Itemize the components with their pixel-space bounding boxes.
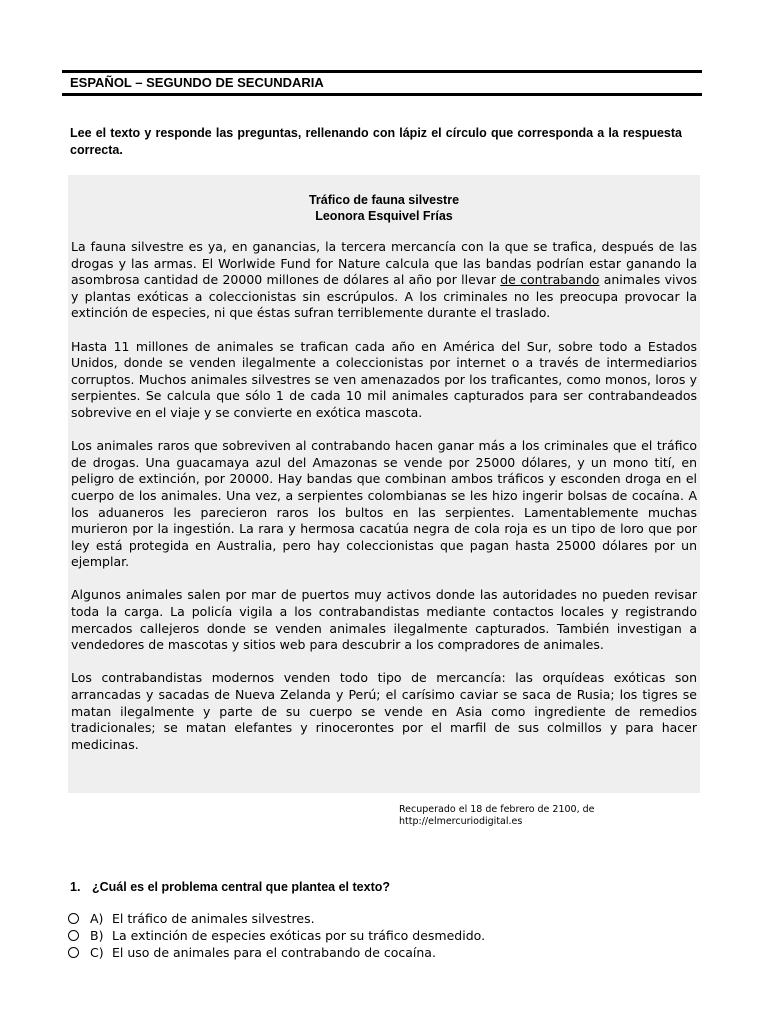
article-body (71, 239, 697, 770)
paragraph-2: Hasta 11 millones de animales se trafican cada año en América del Sur, sobre todo a Estados Unidos, donde se venden ilegalmente a coleccionistas por internet o a través de intermediarios corruptos. Muchos animales silvestres se ven amenazados por los traficantes, como monos, loros y serpientes. Se calcula que sólo 1 de cada 10 mil animales capturados para ser contrabandeados sobrevive en el viaje y se convierte en exótica mascota. (71, 338, 697, 420)
option-text: El uso de animales para el contrabando de cocaína. (112, 945, 436, 960)
article-heading (68, 192, 700, 224)
question-number: 1. (70, 880, 81, 894)
option-b[interactable] (68, 927, 485, 944)
radio-circle-icon[interactable] (68, 947, 79, 958)
instructions: Lee el texto y responde las preguntas, rellenando con lápiz el círculo que corresponda a la respuesta correcta. (70, 126, 682, 157)
paragraph-4: Algunos animales salen por mar de puertos muy activos donde las autoridades no pueden revisar toda la carga. La policía vigila a los contrabandistas mediante contactos locales y registrando mercados callejeros donde se venden animales ilegalmente capturados. También investigan a vendedores de mascotas y sitios web para descubrir a los compradores de animales. (71, 587, 697, 653)
option-c[interactable] (68, 944, 485, 961)
option-a[interactable] (68, 910, 485, 927)
option-letter: B) (90, 928, 104, 943)
radio-circle-icon[interactable] (68, 913, 79, 924)
source-citation (399, 804, 699, 828)
option-text: El tráfico de animales silvestres. (112, 911, 315, 926)
paragraph-5: Los contrabandistas modernos venden todo tipo de mercancía: las orquídeas exóticas son arrancadas y sacadas de Nueva Zelanda y Perú; el carísimo caviar se saca de Rusia; los tigres se matan ilegalmente y parte de su cuerpo se vende en Asia como ingrediente de remedios tradicionales; se matan elefantes y rinocerontes por el marfil de sus colmillos y para hacer medicinas. (71, 670, 697, 752)
article-title: Tráfico de fauna silvestre (308, 193, 460, 207)
source-url: http://elmercuriodigital.es (399, 816, 523, 827)
answer-options (68, 910, 485, 961)
option-letter: A) (90, 911, 104, 926)
paragraph-3: Los animales raros que sobreviven al contrabando hacen ganar más a los criminales que el tráfico de drogas. Una guacamaya azul del Amazonas se vende por 25000 dólares, y un mono tití, en peligro de extinción, por 20000. Hay bandas que combinan ambos tráficos y esconden droga en el cuerpo de los animales. Una vez, a serpientes colombianas se les hizo ingerir bolsas de cocaína. A los aduaneros les parecieron raros los bultos en las serpientes. Lamentablemente muchas murieron por la ingestión. La rara y hermosa cacatúa negra de cola roja es un tipo de loro que por ley está protegida en Australia, pero hay coleccionistas que pagan hasta 25000 dólares por un ejemplar. (71, 438, 697, 570)
radio-circle-icon[interactable] (68, 930, 79, 941)
source-line-1: Recuperado el 18 de febrero de 2100, de (399, 804, 595, 815)
header-title: ESPAÑOL – SEGUNDO DE SECUNDARIA (70, 75, 324, 90)
article-author: Leonora Esquivel Frías (315, 209, 453, 223)
option-letter: C) (90, 945, 104, 960)
option-text: La extinción de especies exóticas por su tráfico desmedido. (112, 928, 486, 943)
question-1 (70, 880, 390, 894)
paragraph-1: La fauna silvestre es ya, en ganancias, la tercera mercancía con la que se trafica, después de las drogas y las armas. El Worlwide Fund for Nature calcula que las bandas podrían estar ganando la asombrosa cantidad de 20000 millones de dólares al año por llevar de contrabando animales vivos y plantas exóticas a coleccionistas sin escrúpulos. A los criminales no les preocupa provocar la extinción de especies, ni que éstas sufran terriblemente durante el traslado. (71, 239, 697, 321)
article-box (68, 175, 700, 793)
question-text: ¿Cuál es el problema central que plantea el texto? (92, 880, 390, 894)
page-header (62, 70, 702, 96)
underlined-phrase: de contrabando (500, 272, 600, 288)
